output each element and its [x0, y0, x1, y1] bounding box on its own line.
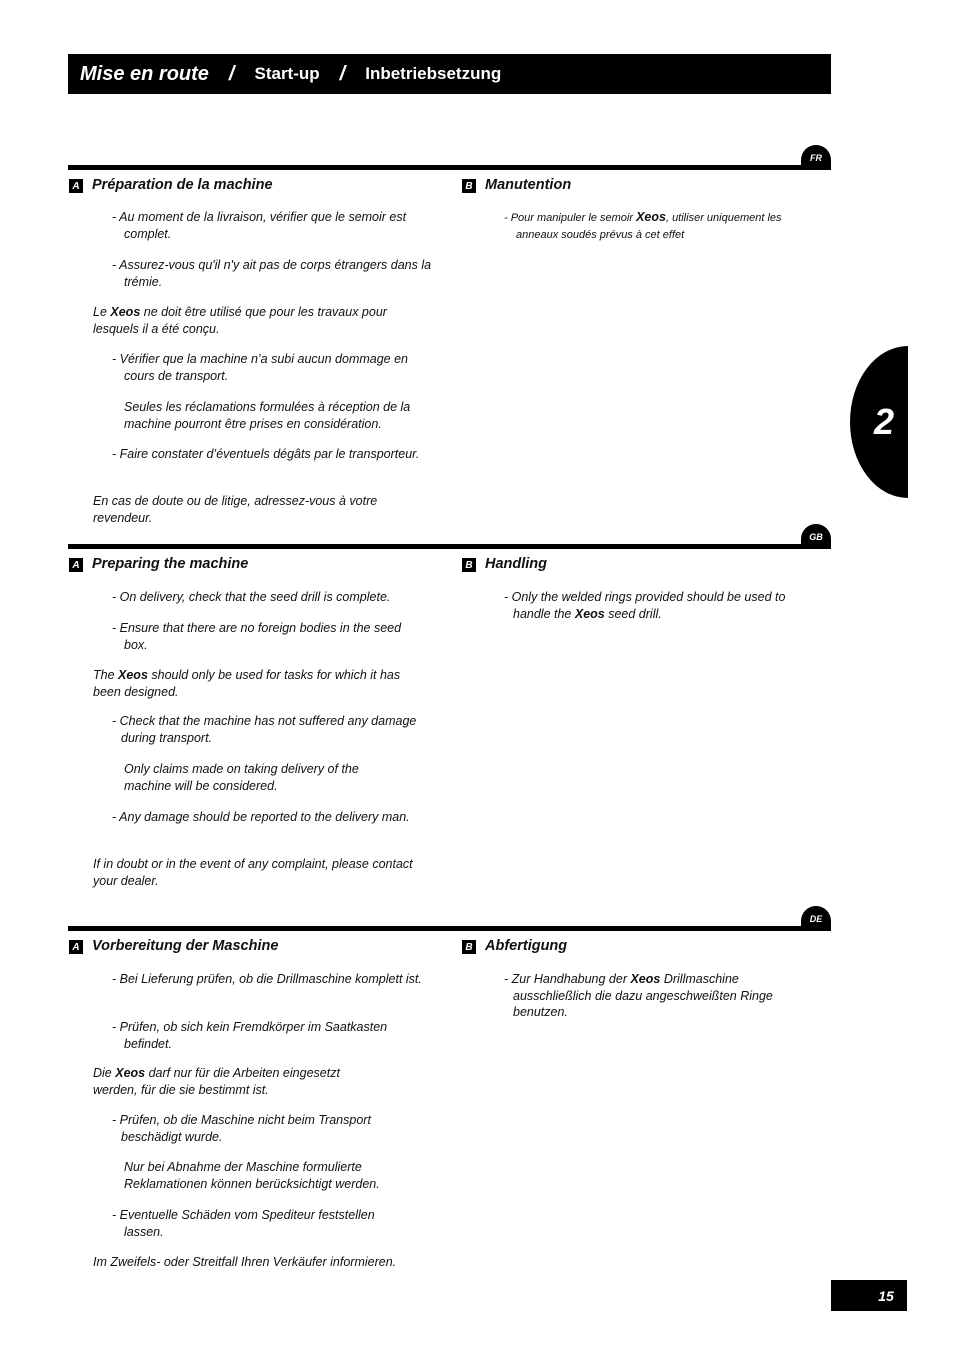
text-fragment: seed drill.: [604, 606, 662, 621]
de-a-item-3: - Prüfen, ob die Maschine nicht beim Transport beschädigt wurde.: [112, 1113, 371, 1144]
text-fragment: ne doit être utilisé que pour les travaux pour lesquels il a été conçu.: [93, 305, 387, 336]
header-title-fr: Mise en route: [80, 62, 209, 85]
gb-a-paragraph-claims: Only claims made on taking delivery of the machine will be considered.: [124, 762, 359, 793]
fr-section-a-title: [69, 177, 273, 193]
brand-name: Xeos: [115, 1066, 146, 1080]
gb-section-a-title: [69, 556, 248, 572]
de-a-paragraph-dealer: Im Zweifels- oder Streitfall Ihren Verkäufer informieren.: [93, 1255, 397, 1269]
text-fragment: Die: [93, 1066, 116, 1080]
language-tab-de: DE: [801, 906, 831, 930]
section-title-text: Manutention: [485, 177, 572, 193]
section-title-text: Préparation de la machine: [92, 177, 273, 193]
gb-a-item-1: - On delivery, check that the seed drill is complete.: [112, 590, 391, 604]
de-a-item-4: - Eventuelle Schäden vom Spediteur feststellen lassen.: [112, 1208, 375, 1239]
language-tab-fr: FR: [801, 145, 831, 169]
de-section-a-title: [69, 938, 278, 954]
fr-a-item-4: - Faire constater d’éventuels dégâts par le transporteur.: [112, 447, 420, 461]
section-title-text: Handling: [485, 556, 548, 572]
gb-a-item-2: - Ensure that there are no foreign bodies in the seed box.: [112, 621, 402, 652]
header-title-gb: Start-up: [254, 64, 320, 83]
header-separator: /: [228, 62, 235, 85]
brand-name: Xeos: [630, 972, 661, 986]
fr-a-item-3: - Vérifier que la machine n’a subi aucun dommage en cours de transport.: [112, 352, 409, 383]
section-letter-a: A: [69, 558, 83, 572]
chapter-tab: 2: [850, 346, 908, 498]
section-letter-a: A: [69, 940, 83, 954]
fr-b-item-1: [504, 209, 816, 243]
text-fragment: , utiliser uniquement les anneaux soudés prévus à cet effet: [516, 212, 782, 241]
brand-name: Xeos: [636, 210, 666, 224]
fr-a-item-1: - Au moment de la livraison, vérifier que le semoir est complet.: [112, 210, 407, 241]
section-title-text: Preparing the machine: [92, 556, 249, 572]
gb-a-paragraph-usage: [93, 667, 413, 700]
section-letter-b: B: [462, 179, 476, 193]
fr-a-paragraph-claims: Seules les réclamations formulées à réception de la machine pourront être prises en considération.: [124, 400, 411, 431]
fr-a-paragraph-usage: [93, 304, 423, 337]
section-divider: [68, 165, 831, 170]
gb-b-item-1: [504, 589, 823, 622]
brand-name: Xeos: [110, 305, 141, 319]
text-fragment: - Only the welded rings provided should be used to handle the: [504, 590, 786, 621]
text-fragment: - Pour manipuler le semoir: [504, 212, 637, 224]
de-section-b-title: [462, 938, 567, 954]
page-header: [68, 54, 831, 94]
section-title-text: Abfertigung: [485, 938, 568, 954]
section-divider: [68, 544, 831, 549]
header-title-de: Inbetriebsetzung: [365, 64, 502, 83]
de-a-item-2: - Prüfen, ob sich kein Fremdkörper im Saatkasten befindet.: [112, 1020, 388, 1051]
section-letter-a: A: [69, 179, 83, 193]
text-fragment: Drillmaschine ausschließlich die dazu angeschweißten Ringe benutzen.: [513, 972, 773, 1019]
section-divider: [68, 926, 831, 931]
fr-a-item-2: - Assurez-vous qu'il n'y ait pas de corps étrangers dans la trémie.: [112, 258, 432, 289]
gb-a-item-3: - Check that the machine has not suffered any damage during transport.: [112, 714, 417, 745]
header-separator: /: [339, 62, 346, 85]
fr-section-b-title: [462, 177, 571, 193]
gb-section-b-title: [462, 556, 547, 572]
gb-a-paragraph-dealer: If in doubt or in the event of any complaint, please contact your dealer.: [93, 857, 413, 888]
brand-name: Xeos: [574, 606, 605, 621]
text-fragment: The: [93, 668, 119, 682]
gb-a-item-4: - Any damage should be reported to the delivery man.: [112, 810, 410, 824]
text-fragment: Le: [93, 305, 111, 319]
brand-name: Xeos: [118, 668, 148, 682]
fr-a-paragraph-dealer: En cas de doute ou de litige, adressez-vous à votre revendeur.: [93, 494, 378, 525]
page-number: 15: [831, 1280, 907, 1311]
de-b-item-1: [504, 971, 813, 1021]
section-letter-b: B: [462, 940, 476, 954]
text-fragment: should only be used for tasks for which it has been designed.: [93, 668, 401, 699]
text-fragment: - Zur Handhabung der: [504, 972, 631, 986]
section-letter-b: B: [462, 558, 476, 572]
section-title-text: Vorbereitung der Maschine: [92, 938, 279, 954]
de-a-item-1: - Bei Lieferung prüfen, ob die Drillmaschine komplett ist.: [112, 972, 422, 986]
de-a-paragraph-claims: Nur bei Abnahme der Maschine formulierte Reklamationen können berücksichtigt werden.: [124, 1160, 380, 1191]
de-a-paragraph-usage: [93, 1065, 358, 1098]
language-tab-gb: GB: [801, 524, 831, 548]
text-fragment: darf nur für die Arbeiten eingesetzt werden, für die sie bestimmt ist.: [93, 1066, 340, 1097]
